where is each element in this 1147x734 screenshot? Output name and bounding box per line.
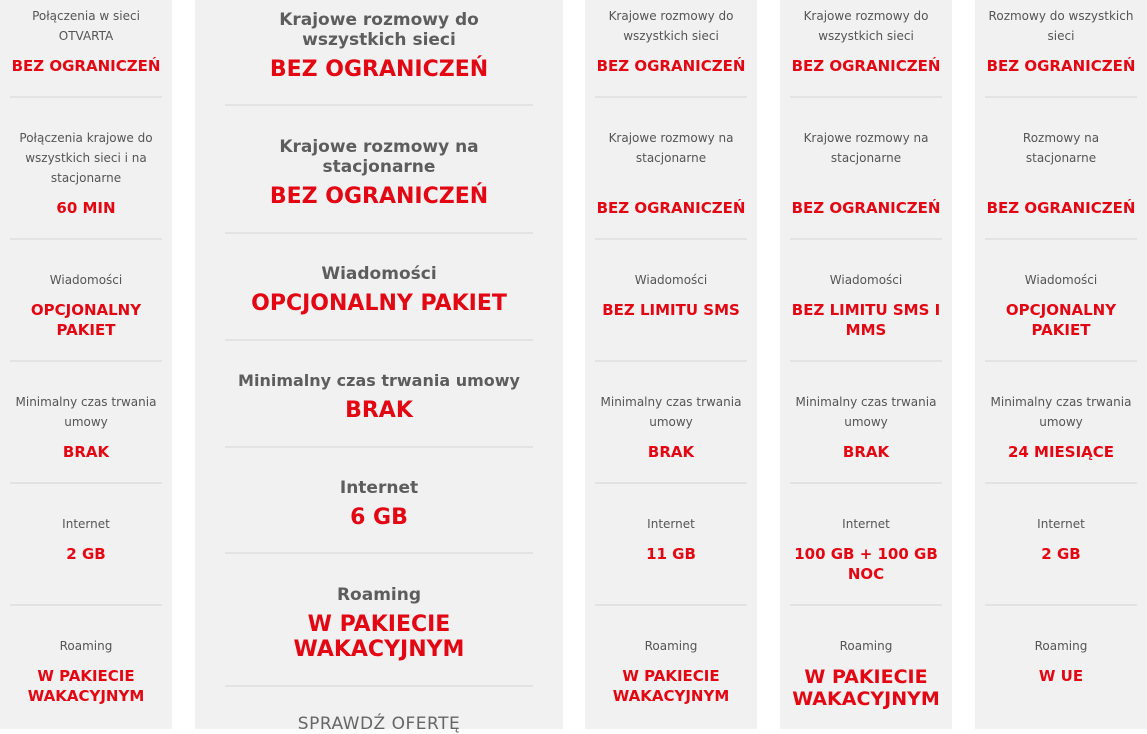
spec-value: BRAK: [62, 443, 110, 461]
separator: [225, 104, 533, 106]
spec-contract: [780, 392, 952, 462]
spec-label: Internet: [339, 478, 419, 498]
spec-value: BEZ OGRANICZEŃ: [791, 57, 941, 75]
spec-label: Minimalny czas trwania umowy: [795, 395, 937, 429]
spec-calls-landline: [780, 128, 952, 218]
spec-label: Internet: [842, 517, 890, 531]
spec-label: Internet: [647, 517, 695, 531]
spec-value: 100 GB + 100 GB NOC: [794, 545, 938, 583]
spec-label: Minimalny czas trwania umowy: [15, 395, 157, 429]
spec-roaming: [0, 636, 172, 706]
spec-label: Połączenia krajowe do wszystkich sieci i na stacjonarne: [19, 131, 153, 185]
spec-roaming: [780, 636, 952, 710]
spec-value: BEZ OGRANICZEŃ: [269, 184, 489, 209]
spec-label: Roaming: [1034, 639, 1088, 653]
spec-value: BEZ OGRANICZEŃ: [986, 199, 1136, 217]
spec-calls-national: [0, 128, 172, 218]
spec-value: BRAK: [842, 443, 890, 461]
separator: [985, 96, 1137, 98]
separator: [790, 96, 942, 98]
spec-value: BEZ OGRANICZEŃ: [596, 199, 746, 217]
spec-value: BRAK: [345, 398, 413, 423]
spec-label: Wiadomości: [1024, 273, 1098, 287]
spec-label: Minimalny czas trwania umowy: [990, 395, 1132, 429]
spec-label: Wiadomości: [829, 273, 903, 287]
spec-contract: [0, 392, 172, 462]
separator: [10, 238, 162, 240]
spec-internet: [975, 514, 1147, 564]
spec-value: BEZ OGRANICZEŃ: [11, 57, 161, 75]
separator: [225, 552, 533, 554]
spec-label: Internet: [62, 517, 110, 531]
spec-calls-network: [0, 6, 172, 76]
spec-value: BEZ OGRANICZEŃ: [791, 199, 941, 217]
spec-messages: [195, 264, 563, 316]
spec-label: Roaming: [839, 639, 893, 653]
spec-value: 11 GB: [646, 545, 696, 563]
spec-calls-landline: [585, 128, 757, 218]
separator: [985, 360, 1137, 362]
spec-label: Minimalny czas trwania umowy: [238, 371, 520, 390]
spec-value: OPCJONALNY PAKIET: [30, 301, 142, 339]
spec-value: W PAKIECIE WAKACYJNYM: [612, 667, 730, 705]
spec-label: Krajowe rozmowy do wszystkich sieci: [608, 9, 734, 43]
spec-value: 60 MIN: [56, 199, 116, 217]
spec-messages: [585, 270, 757, 320]
spec-messages: [975, 270, 1147, 340]
spec-contract: [975, 392, 1147, 462]
spec-label: Połączenia w sieci OTVARTA: [32, 9, 140, 43]
spec-label: Wiadomości: [49, 273, 123, 287]
spec-value: BEZ OGRANICZEŃ: [269, 57, 489, 82]
plan-card-3: [585, 0, 757, 729]
spec-value: 2 GB: [1041, 545, 1081, 563]
separator: [10, 360, 162, 362]
spec-label: Krajowe rozmowy do wszystkich sieci: [279, 10, 479, 50]
plan-card-5: [975, 0, 1147, 729]
separator: [790, 604, 942, 606]
spec-label: Internet: [1037, 517, 1085, 531]
separator: [10, 482, 162, 484]
separator: [225, 232, 533, 234]
spec-calls-network: [585, 6, 757, 76]
spec-label: Minimalny czas trwania umowy: [600, 395, 742, 429]
separator: [595, 238, 747, 240]
spec-roaming: [975, 636, 1147, 686]
spec-value: W UE: [1038, 667, 1084, 685]
spec-value: BEZ OGRANICZEŃ: [986, 57, 1136, 75]
separator: [790, 482, 942, 484]
spec-value: W PAKIECIE WAKACYJNYM: [27, 667, 145, 705]
spec-value: W PAKIECIE WAKACYJNYM: [792, 666, 940, 710]
separator: [225, 339, 533, 341]
spec-value: OPCJONALNY PAKIET: [251, 291, 507, 316]
spec-label: Krajowe rozmowy do wszystkich sieci: [803, 9, 929, 43]
separator: [595, 482, 747, 484]
spec-messages: [0, 270, 172, 340]
separator: [595, 360, 747, 362]
separator: [985, 238, 1137, 240]
spec-contract: [585, 392, 757, 462]
spec-label: Roaming: [59, 639, 113, 653]
spec-label: Krajowe rozmowy na stacjonarne: [803, 131, 929, 165]
separator: [790, 360, 942, 362]
spec-calls-landline: [195, 137, 563, 209]
spec-label: Roaming: [336, 585, 422, 605]
separator: [225, 446, 533, 448]
spec-value: W PAKIECIE WAKACYJNYM: [293, 612, 465, 662]
separator: [985, 482, 1137, 484]
spec-internet: [195, 478, 563, 530]
spec-label: Rozmowy do wszystkich sieci: [988, 9, 1134, 43]
spec-value: OPCJONALNY PAKIET: [1005, 301, 1117, 339]
separator: [790, 238, 942, 240]
spec-calls-landline: [975, 128, 1147, 218]
spec-value: BEZ LIMITU SMS: [602, 301, 740, 319]
spec-value: 2 GB: [66, 545, 106, 563]
check-offer-button[interactable]: SPRAWDŹ OFERTĘ: [297, 714, 461, 734]
plan-card-1: [0, 0, 172, 729]
spec-label: Rozmowy na stacjonarne: [1022, 131, 1100, 165]
spec-label: Krajowe rozmowy na stacjonarne: [608, 131, 734, 165]
spec-roaming: [585, 636, 757, 706]
spec-value: BEZ LIMITU SMS I MMS: [791, 301, 941, 339]
spec-label: Krajowe rozmowy na stacjonarne: [279, 137, 479, 177]
spec-messages: [780, 270, 952, 340]
spec-label: Wiadomości: [634, 273, 708, 287]
spec-label: Roaming: [644, 639, 698, 653]
spec-value: BEZ OGRANICZEŃ: [596, 57, 746, 75]
spec-internet: [780, 514, 952, 584]
separator: [985, 604, 1137, 606]
spec-label: Wiadomości: [321, 264, 437, 284]
separator: [10, 96, 162, 98]
plan-card-featured: [195, 0, 563, 734]
spec-roaming: [195, 585, 563, 662]
spec-internet: [0, 514, 172, 564]
separator: [10, 604, 162, 606]
spec-calls-network: [975, 6, 1147, 76]
spec-value: BRAK: [647, 443, 695, 461]
spec-internet: [585, 514, 757, 564]
spec-calls-network: [780, 6, 952, 76]
separator: [595, 96, 747, 98]
plan-card-4: [780, 0, 952, 729]
spec-value: 24 MIESIĄCE: [1007, 443, 1115, 461]
spec-calls-network: [195, 10, 563, 82]
spec-value: 6 GB: [350, 505, 408, 530]
spec-contract: [195, 371, 563, 423]
separator: [225, 685, 533, 687]
separator: [595, 604, 747, 606]
